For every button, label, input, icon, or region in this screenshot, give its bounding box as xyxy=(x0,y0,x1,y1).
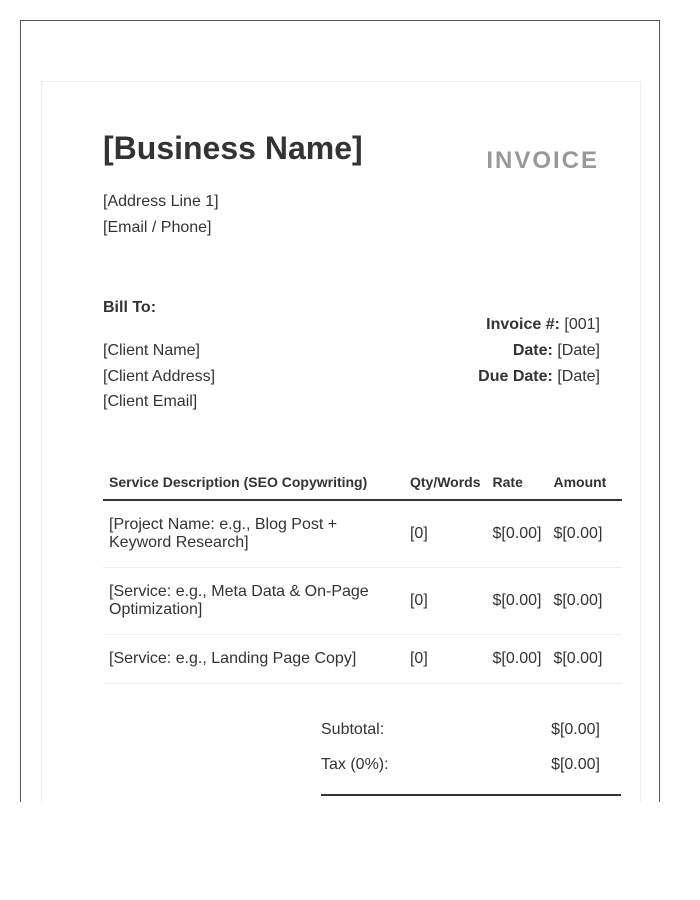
invoice-due-date xyxy=(478,367,600,387)
bill-to-label: Bill To: xyxy=(103,299,157,316)
subtotal-value: $[0.00] xyxy=(551,721,600,738)
row-amount: $[0.00] xyxy=(547,568,622,635)
header-description: Service Description (SEO Copywriting) xyxy=(103,465,404,500)
row-rate: $[0.00] xyxy=(487,500,548,568)
table-header-row xyxy=(103,465,622,500)
totals-divider xyxy=(321,794,621,796)
client-address: [Client Address] xyxy=(103,368,216,385)
row-description: [Service: e.g., Landing Page Copy] xyxy=(103,635,404,684)
invoice-number-value: [001] xyxy=(564,316,600,333)
row-amount: $[0.00] xyxy=(547,635,622,684)
invoice-title: INVOICE xyxy=(486,147,599,174)
subtotal-label: Subtotal: xyxy=(321,721,385,738)
table-row xyxy=(103,635,622,684)
business-contact: [Email / Phone] xyxy=(103,219,212,236)
table-row xyxy=(103,500,622,568)
business-address: [Address Line 1] xyxy=(103,193,219,210)
invoice-number-label: Invoice #: xyxy=(486,316,560,333)
row-rate: $[0.00] xyxy=(487,635,548,684)
row-qty: [0] xyxy=(404,635,487,684)
invoice-date xyxy=(513,341,600,361)
client-email: [Client Email] xyxy=(103,393,198,410)
invoice-sheet xyxy=(41,81,641,802)
table-row xyxy=(103,568,622,635)
invoice-number xyxy=(486,315,600,335)
line-items-table xyxy=(103,465,622,684)
header-rate: Rate xyxy=(487,465,548,500)
row-description: [Project Name: e.g., Blog Post + Keyword Research] xyxy=(103,500,404,568)
row-amount: $[0.00] xyxy=(547,500,622,568)
business-name: [Business Name] xyxy=(103,130,363,166)
row-qty: [0] xyxy=(404,568,487,635)
page-frame xyxy=(20,20,660,802)
tax-value: $[0.00] xyxy=(551,756,600,773)
invoice-date-value: [Date] xyxy=(557,342,600,359)
row-rate: $[0.00] xyxy=(487,568,548,635)
due-date-value: [Date] xyxy=(557,368,600,385)
header-amount: Amount xyxy=(547,465,622,500)
tax-label: Tax (0%): xyxy=(321,756,389,773)
header-qty: Qty/Words xyxy=(404,465,487,500)
row-qty: [0] xyxy=(404,500,487,568)
due-date-label: Due Date: xyxy=(478,368,553,385)
invoice-date-label: Date: xyxy=(512,342,553,359)
row-description: [Service: e.g., Meta Data & On-Page Optimization] xyxy=(103,568,404,635)
client-name: [Client Name] xyxy=(103,342,200,359)
